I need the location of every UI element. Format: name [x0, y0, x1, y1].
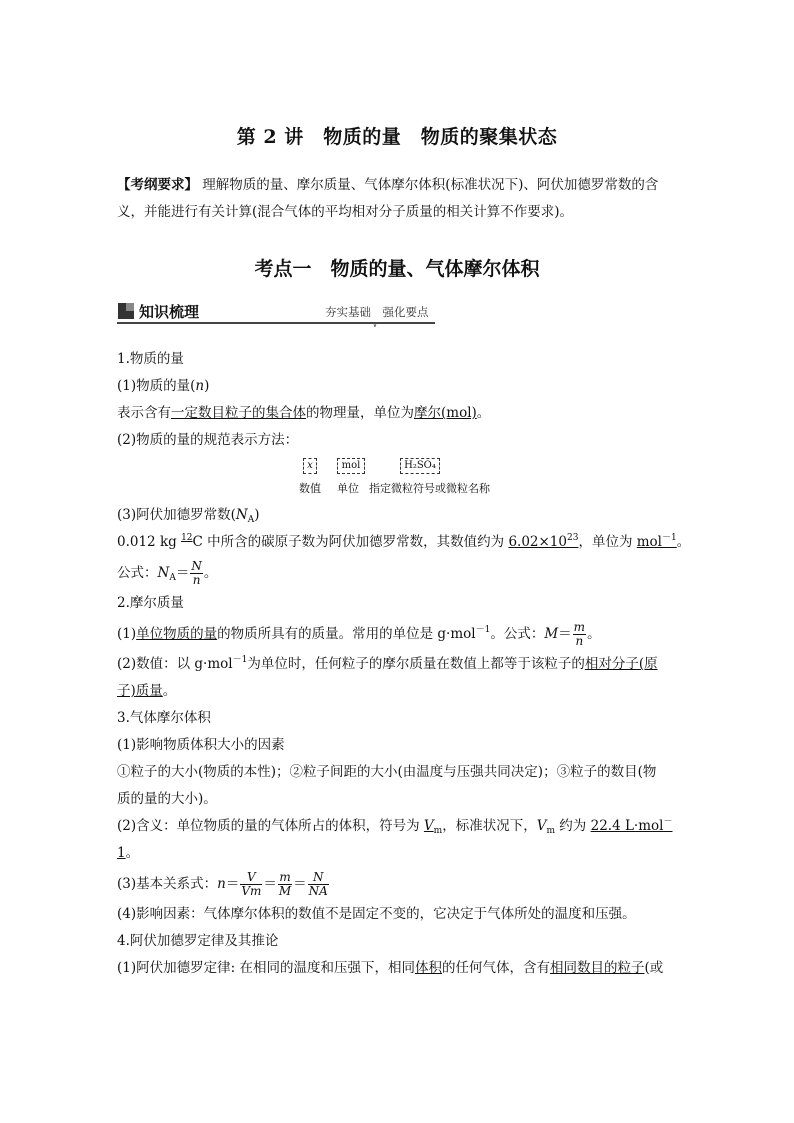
requirement-text: 理解物质的量、摩尔质量、气体摩尔体积(标准状况下)、阿伏加德罗常数的含义，并能进行有关计算(混合气体的平均相对分子质量的相关计算不作要求)。 [117, 177, 659, 220]
s1-p1-desc: 表示含有一定数目粒子的集合体的物理量，单位为摩尔(mol)。 [117, 405, 491, 421]
s3-p1-detail-cont: 质的量的大小)。 [117, 791, 217, 807]
s1-p1: (1)物质的量(n) [117, 378, 210, 394]
s2-p1: (1)单位物质的量的物质所具有的质量。常用的单位是 g·mol$^{-1}$。公式：M＝ $\frac{m}{n}$ 。 [117, 620, 601, 648]
s3-p2: (2)含义：单位物质的量的气体所占的体积，符号为 $V_m$，标准状况下，$V_m$ 约为 22.4 L·mol－ [117, 817, 673, 836]
exam-requirement [117, 172, 679, 226]
s1-formula: 公式：$N_A=$ $\frac{N}{n}$ 。 [117, 559, 218, 587]
s2-p2-cont: 子)质量。 [117, 683, 177, 699]
s3-p4: (4)影响因素：气体摩尔体积的数值不是固定不变的，它决定于气体所处的温度和压强。 [117, 906, 636, 922]
requirement-tag: 【考纲要求】 [117, 177, 198, 193]
banner-square-accent [126, 303, 134, 311]
banner-underline [117, 322, 435, 324]
molar-mass-fraction: $\frac{m}{n}$ [573, 620, 586, 648]
s1-p3: (3)阿伏加德罗常数$(N_A)$ [117, 507, 260, 525]
s3-p1: (1)影响物质体积大小的因素 [117, 737, 285, 753]
diagram-box-unit: mol [337, 458, 365, 474]
diagram-label-particle: 指定微粒符号或微粒名称 [369, 482, 490, 495]
s4-p1: (1)阿伏加德罗定律: 在相同的温度和压强下，相同体积的任何气体，含有相同数目的粒子(或 [117, 960, 664, 976]
s2-p2: (2)数值：以 g·mol$^{-1}$为单位时，任何粒子的摩尔质量在数值上都等于该粒子的相对分子(原 [117, 655, 658, 672]
s1-p2: (2)物质的量的规范表示方法： [117, 432, 299, 448]
s3-heading: 3.气体摩尔体积 [117, 710, 211, 726]
s3-p2-cont: 1。 [117, 845, 140, 861]
diagram-label-value: 数值 [299, 482, 321, 495]
diagram-box-particle: H₂SO₄ [400, 458, 440, 474]
s1-p3-line: 0.012 kg $^{12}$C 中所含的碳原子数为阿伏加德罗常数，其数值约为 $6.02\times 10^{23}$，单位为 mol$^{-1}$。 [117, 533, 691, 550]
knowledge-banner [117, 300, 435, 329]
s4-heading: 4.阿伏加德罗定律及其推论 [117, 933, 279, 949]
diagram-label-unit: 单位 [337, 482, 359, 495]
relation-fraction-m: $\frac{m}{M}$ [278, 870, 292, 898]
section-title: 考点一 物质的量、气体摩尔体积 [254, 258, 540, 280]
banner-caret-icon: ∨ [372, 320, 378, 329]
diagram-box-value: x [303, 458, 317, 474]
content-body [117, 346, 691, 982]
relation-fraction-n: $\frac{N}{NA}$ [308, 870, 328, 898]
s3-p1-detail: ①粒子的大小(物质的本性)；②粒子间距的大小(由温度与压强共同决定)；③粒子的数目(物 [117, 764, 657, 780]
notation-diagram [117, 454, 682, 502]
s2-heading: 2.摩尔质量 [117, 595, 184, 611]
banner-title: 知识梳理 [139, 303, 200, 321]
relation-fraction-v: $\frac{V}{Vm}$ [241, 870, 262, 898]
s1-heading: 1.物质的量 [117, 351, 184, 367]
formula-fraction: $\frac{N}{n}$ [191, 559, 202, 587]
banner-subtitle: 夯实基础 强化要点 [325, 305, 429, 319]
s3-p3: (3)基本关系式：n＝ $\frac{V}{Vm}$ ＝ $\frac{m}{M}$ ＝ $\frac{N}{NA}$ [117, 870, 328, 898]
page-title: 第 2 讲 物质的量 物质的聚集状态 [236, 126, 558, 148]
